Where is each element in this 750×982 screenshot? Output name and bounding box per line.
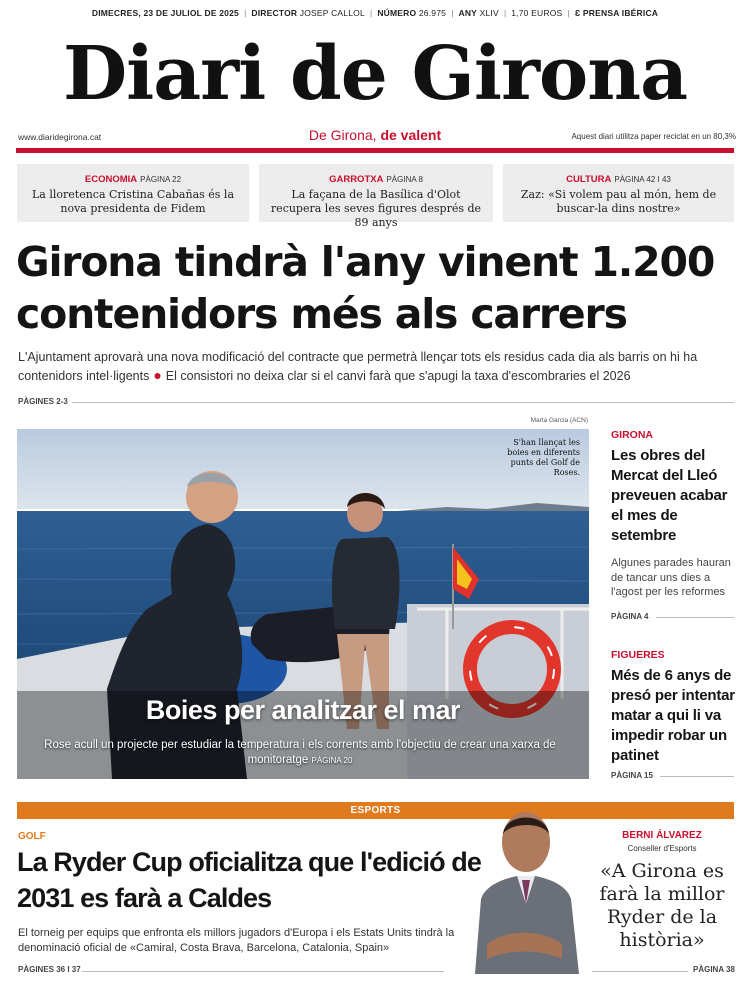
right-headline-figueres[interactable]: Més de 6 anys de presó per intentar matar a qui li va impedir robar un patinet (611, 667, 735, 764)
photo-small-caption: S'han llançat les boies en diferents punts del Golf de Roses. (507, 438, 580, 477)
photo-credit: Marta Garcia (ACN) (530, 417, 588, 424)
right-section-figueres: FIGUERES (611, 649, 665, 661)
masthead-divider (16, 148, 734, 153)
sports-subhead: El torneig per equips que enfronta els millors jugadors d'Europa i els Estats Units tindrà la denominació oficial de «Camiral, Costa Brava, Barcelona, Catalonia, Spain» (18, 927, 455, 954)
sports-section-golf: GOLF (18, 831, 46, 842)
photo-caption: Rose acull un projecte per estudiar la temperatura i els corrents amb l'objectiu de crear una xarxa de monitoratge PÀGINA 20 (44, 739, 556, 766)
divider (660, 776, 734, 777)
person-portrait (467, 804, 585, 974)
quote-person-role: Conseller d'Esports (627, 844, 697, 853)
teaser-garrotxa[interactable]: GARROTXA PÀGINA 8 La façana de la Basílica d'Olot recupera les seves figures després de 89 anys (259, 164, 493, 222)
photo-title[interactable]: Boies per analitzar el mar (145, 695, 461, 725)
divider (592, 971, 688, 972)
sports-pages: PÀGINES 36 I 37 (18, 965, 81, 974)
right-page-figueres: PÀGINA 15 (611, 771, 653, 780)
slogan: De Girona, de valent (308, 127, 442, 143)
recycle-note: Aquest diari utilitza paper reciclat en un 80,3% (571, 132, 736, 141)
boat-scene-illustration (17, 429, 589, 779)
quote-person-name: BERNI ÁLVAREZ (622, 830, 702, 841)
divider (72, 402, 734, 403)
quote-page: PÀGINA 38 (693, 965, 735, 974)
right-sub-girona: Algunes parades hauran de tancar uns dies a l'agost per les reformes (611, 557, 731, 598)
bullet-dot-icon: ● (153, 367, 162, 383)
lead-headline[interactable]: Girona tindrà l'any vinent 1.200 contenidors més als carrers (16, 238, 715, 338)
prensa-iberica-logo: Ɛ (574, 8, 583, 18)
lead-subhead: L'Ajuntament aprovarà una nova modificació del contracte que permetrà llençar tots els residus cada dia als barris on hi ha contenidors intel·ligents ● El consistori no deixa clar si el canvi farà que s'apugi la taxa d'escombraries el 2026 (18, 350, 698, 383)
lead-pages: PÀGINES 2-3 (18, 397, 68, 406)
teaser-economia[interactable]: ECONOMIA PÀGINA 22 La lloretenca Cristina Cabañas és la nova presidenta de Fidem (17, 164, 249, 222)
right-section-girona: GIRONA (611, 429, 653, 441)
masthead-title[interactable]: Diari de Girona (62, 31, 688, 117)
edition-meta: DIMECRES, 23 DE JULIOL DE 2025 | DIRECTOR JOSEP CALLOL | NÚMERO 26.975 | ANY XLIV | 1,70 EUROS | Ɛ PRENSA IBÉRICA (91, 8, 659, 18)
sports-headline[interactable]: La Ryder Cup oficialitza que l'edició de 2031 es farà a Caldes (17, 847, 482, 913)
right-headline-girona[interactable]: Les obres del Mercat del Lleó preveuen acabar el mes de setembre (611, 447, 728, 544)
divider (82, 971, 444, 972)
lead-photo[interactable] (17, 429, 589, 779)
quote-text[interactable]: «A Girona es farà la millor Ryder de la història» (599, 860, 725, 951)
divider (656, 617, 734, 618)
sports-band[interactable]: ESPORTS (17, 802, 734, 819)
teaser-cultura[interactable]: CULTURA PÀGINA 42 I 43 Zaz: «Si volem pau al món, hem de buscar-la dins nostre» (503, 164, 734, 222)
website-url[interactable]: www.diaridegirona.cat (18, 132, 102, 142)
right-page-girona: PÀGINA 4 (611, 612, 649, 621)
